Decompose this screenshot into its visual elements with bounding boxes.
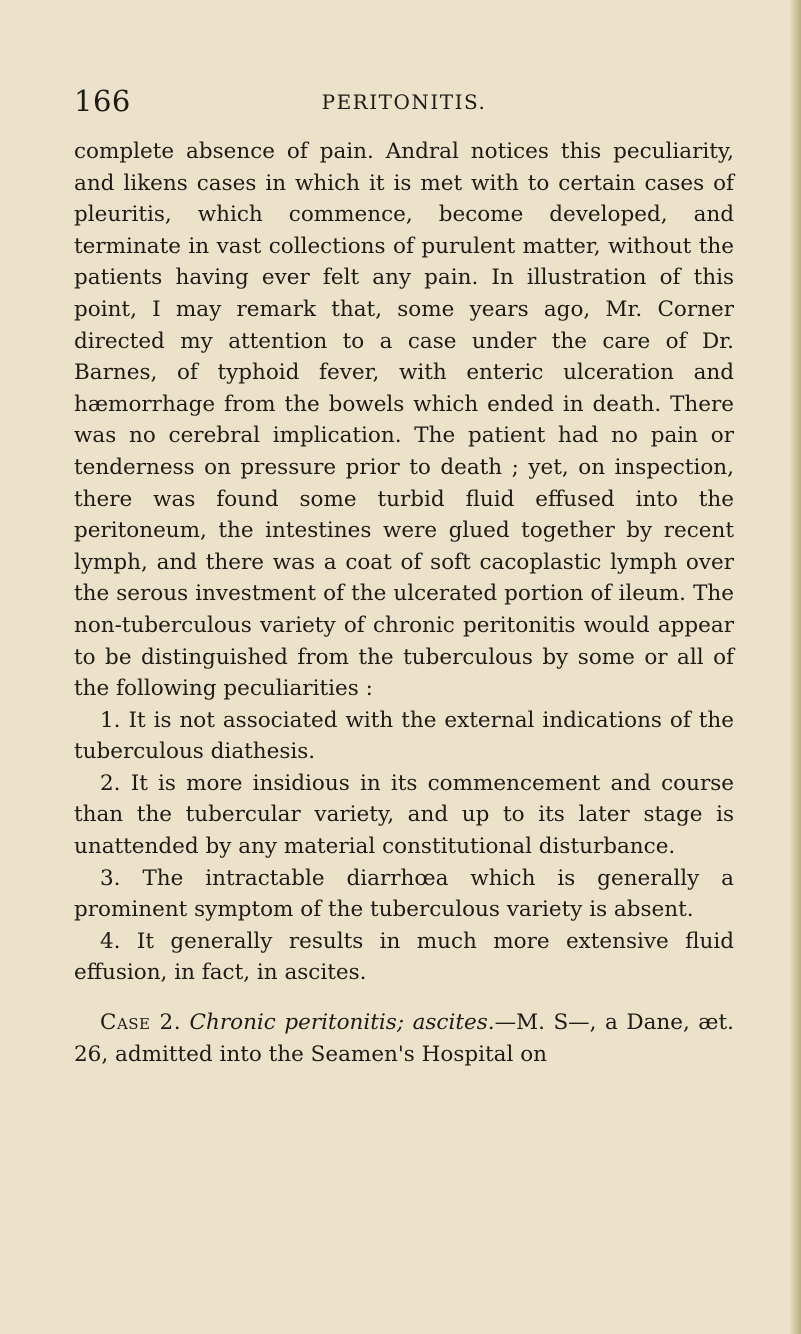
case-label: Case 2. xyxy=(100,1010,182,1036)
list-item-4: 4. It generally results in much more extensive fluid effusion, in fact, in ascites. xyxy=(74,928,734,986)
page-number: 166 xyxy=(74,84,131,118)
paragraph-intro: complete absence of pain. Andral notices this peculiarity, and likens cases in which it is met with to certain cases of pleuritis, which commence, become developed, and terminate in vast collections of purulent matter, without the patients having ever felt any pain. In illustration of this point, I may remark that, some years ago, Mr. Corner directed my attention to a case under the care of Dr. Barnes, of typhoid fever, with enteric ulceration and hæmorrhage from the bowels which ended in death. There was no cerebral implication. The patient had no pain or tenderness on pressure prior to death ; yet, on inspection, there was found some turbid fluid effused into the peritoneum, the intestines were glued together by recent lymph, and there was a coat of soft cacoplastic lymph over the serous investment of the ulcerated portion of ileum. The non-tuberculous variety of chronic peritonitis would appear to be distinguished from the tuberculous by some or all of the following peculiarities : xyxy=(74,139,734,702)
body-text xyxy=(74,136,734,1070)
running-head: PERITONITIS. xyxy=(321,90,487,114)
book-page xyxy=(74,0,734,1070)
list-item-2: 2. It is more insidious in its commencement and course than the tubercular variety, and up to its later stage is unattended by any material constitutional disturbance. xyxy=(74,770,734,860)
page-edge-shadow xyxy=(789,0,801,1334)
case-text: —M. S—, a Dane, æt. 26, admitted into the Seamen's Hospital on xyxy=(74,1010,734,1067)
case-title: Chronic peritonitis; ascites. xyxy=(189,1010,495,1036)
list-item-1: 1. It is not associated with the external indications of the tuberculous diathesis. xyxy=(74,707,734,765)
list-item-3: 3. The intractable diarrhœa which is generally a prominent symptom of the tuberculous variety is absent. xyxy=(74,865,734,923)
case-paragraph xyxy=(74,1007,734,1070)
page-header xyxy=(74,86,734,116)
